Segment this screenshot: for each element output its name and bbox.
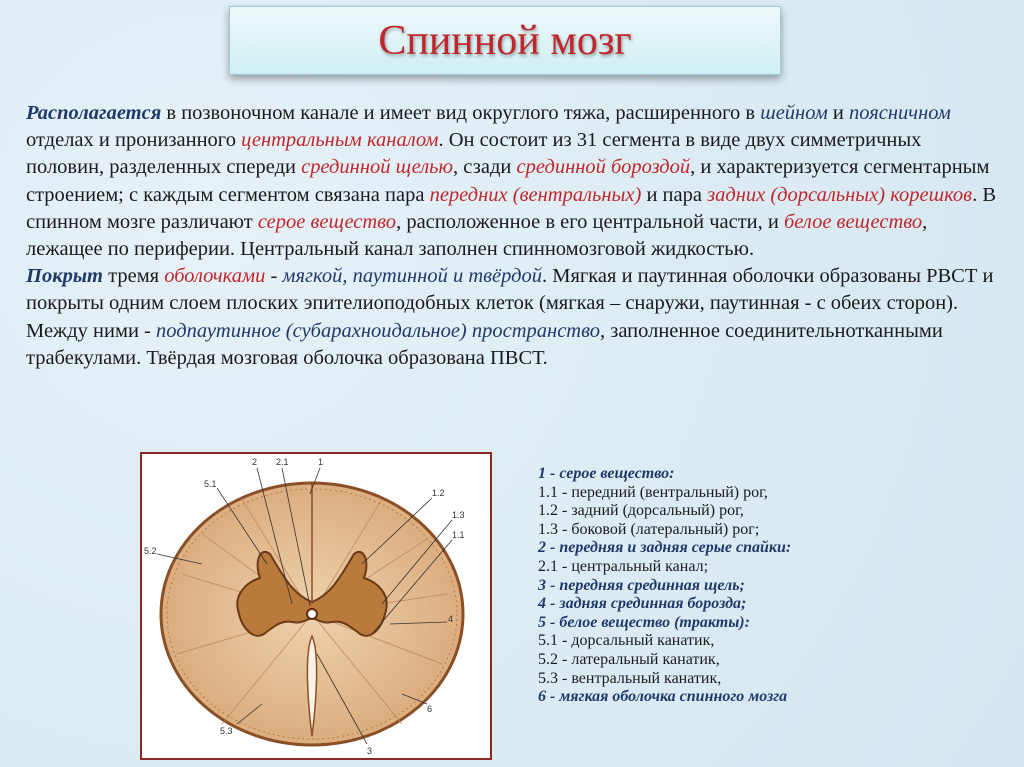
- label-3: 3: [367, 746, 373, 756]
- text-span: . В спинном мозге различают: [26, 183, 997, 233]
- text-span: , заполненное соединительнотканными трабекулами. Твёрдая мозговая оболочка образована ПВСТ.: [26, 319, 943, 369]
- label-1-3: 1.3: [452, 510, 465, 520]
- term-lumbar: поясничном: [849, 102, 951, 124]
- text-span: в позвоночном канале и имеет вид округлого тяжа, расширенного в: [161, 102, 761, 124]
- text-span: . Он состоит из 31 сегмента в виде двух симметричных половин, разделенных спереди: [26, 129, 922, 179]
- term-dorsal-roots: задних (дорсальных) корешков: [707, 183, 973, 206]
- text-span: , и характеризуется сегментарным строением; с каждым сегментом связана пара: [26, 156, 990, 206]
- legend-item: 1 - серое вещество:: [538, 465, 675, 482]
- term-covered: Покрыт: [26, 265, 104, 288]
- label-5-3: 5.3: [220, 726, 233, 736]
- legend-item: 2.1 - центральный канал;: [538, 557, 709, 575]
- text-span: , сзади: [452, 156, 517, 179]
- spinal-cord-svg: [142, 454, 490, 758]
- term-location: Располагается: [26, 102, 162, 124]
- legend-item: 2 - передняя и задняя серые спайки:: [538, 539, 792, 557]
- term-meninges: оболочками: [164, 265, 266, 288]
- legend-item: 5.2 - латеральный канатик,: [538, 650, 720, 668]
- label-1-2: 1.2: [432, 488, 445, 498]
- text-span: , лежащее по периферии. Центральный канал заполнен спинномозговой жидкостью.: [26, 210, 928, 261]
- term-median-sulcus: срединной бороздой: [516, 156, 691, 179]
- figure-legend: [538, 465, 918, 707]
- label-1: 1: [318, 457, 324, 467]
- title-box: [229, 6, 781, 75]
- term-median-fissure: срединной щелью: [301, 156, 453, 179]
- legend-item: 1.1 - передний (вентральный) рог,: [538, 483, 768, 501]
- term-gray-matter: серое вещество: [257, 210, 397, 233]
- spinal-cord-illustration: [140, 452, 492, 760]
- term-cervical: шейном: [760, 102, 828, 124]
- label-6: 6: [427, 704, 433, 714]
- label-2: 2: [252, 457, 258, 467]
- label-5-2: 5.2: [144, 546, 157, 556]
- legend-item: 5.3 - вентральный канатик,: [538, 669, 722, 687]
- text-span: , расположенное в его центральной части, и: [396, 210, 784, 233]
- legend-item: 1.3 - боковой (латеральный) рог;: [538, 520, 760, 538]
- paragraph-location: [26, 100, 1001, 263]
- label-5-1: 5.1: [204, 479, 217, 489]
- term-white-matter: белое вещество: [783, 210, 923, 233]
- page-title: Спинной мозг: [378, 17, 632, 64]
- legend-item: 4 - задняя срединная борозда;: [538, 595, 747, 613]
- label-4: 4: [448, 614, 454, 624]
- term-ventral-roots: передних (вентральных): [429, 183, 642, 206]
- body-text: [26, 100, 1001, 372]
- text-span: тремя: [103, 265, 165, 288]
- text-span: и: [827, 102, 850, 124]
- term-meninges-types: мягкой, паутинной и твёрдой: [282, 265, 542, 288]
- legend-item: 1.2 - задний (дорсальный) рог,: [538, 502, 744, 520]
- label-2-1: 2.1: [276, 457, 289, 467]
- legend-item: 5 - белое вещество (тракты):: [538, 613, 750, 631]
- text-span: . Мягкая и паутинная оболочки образованы РВСТ и покрыты одним слоем плоских эпителиоподобных клеток (мягкая – снаружи, паутинная - с обеих сторон). Между ними -: [26, 265, 994, 342]
- term-subarachnoid: подпаутинное (субарахноидальное) пространство: [156, 319, 600, 342]
- term-central-canal: центральным каналом: [241, 129, 439, 152]
- text-span: и пара: [641, 183, 708, 206]
- legend-item: 6 - мягкая оболочка спинного мозга: [538, 688, 788, 706]
- text-span: отделах и пронизанного: [26, 129, 242, 152]
- legend-item: 5.1 - дорсальный канатик,: [538, 632, 715, 650]
- paragraph-meninges: [26, 263, 1001, 372]
- legend-item: 3 - передняя срединная щель;: [538, 576, 745, 594]
- label-1-1: 1.1: [452, 530, 465, 540]
- central-canal: [307, 609, 317, 619]
- text-span: -: [265, 265, 283, 288]
